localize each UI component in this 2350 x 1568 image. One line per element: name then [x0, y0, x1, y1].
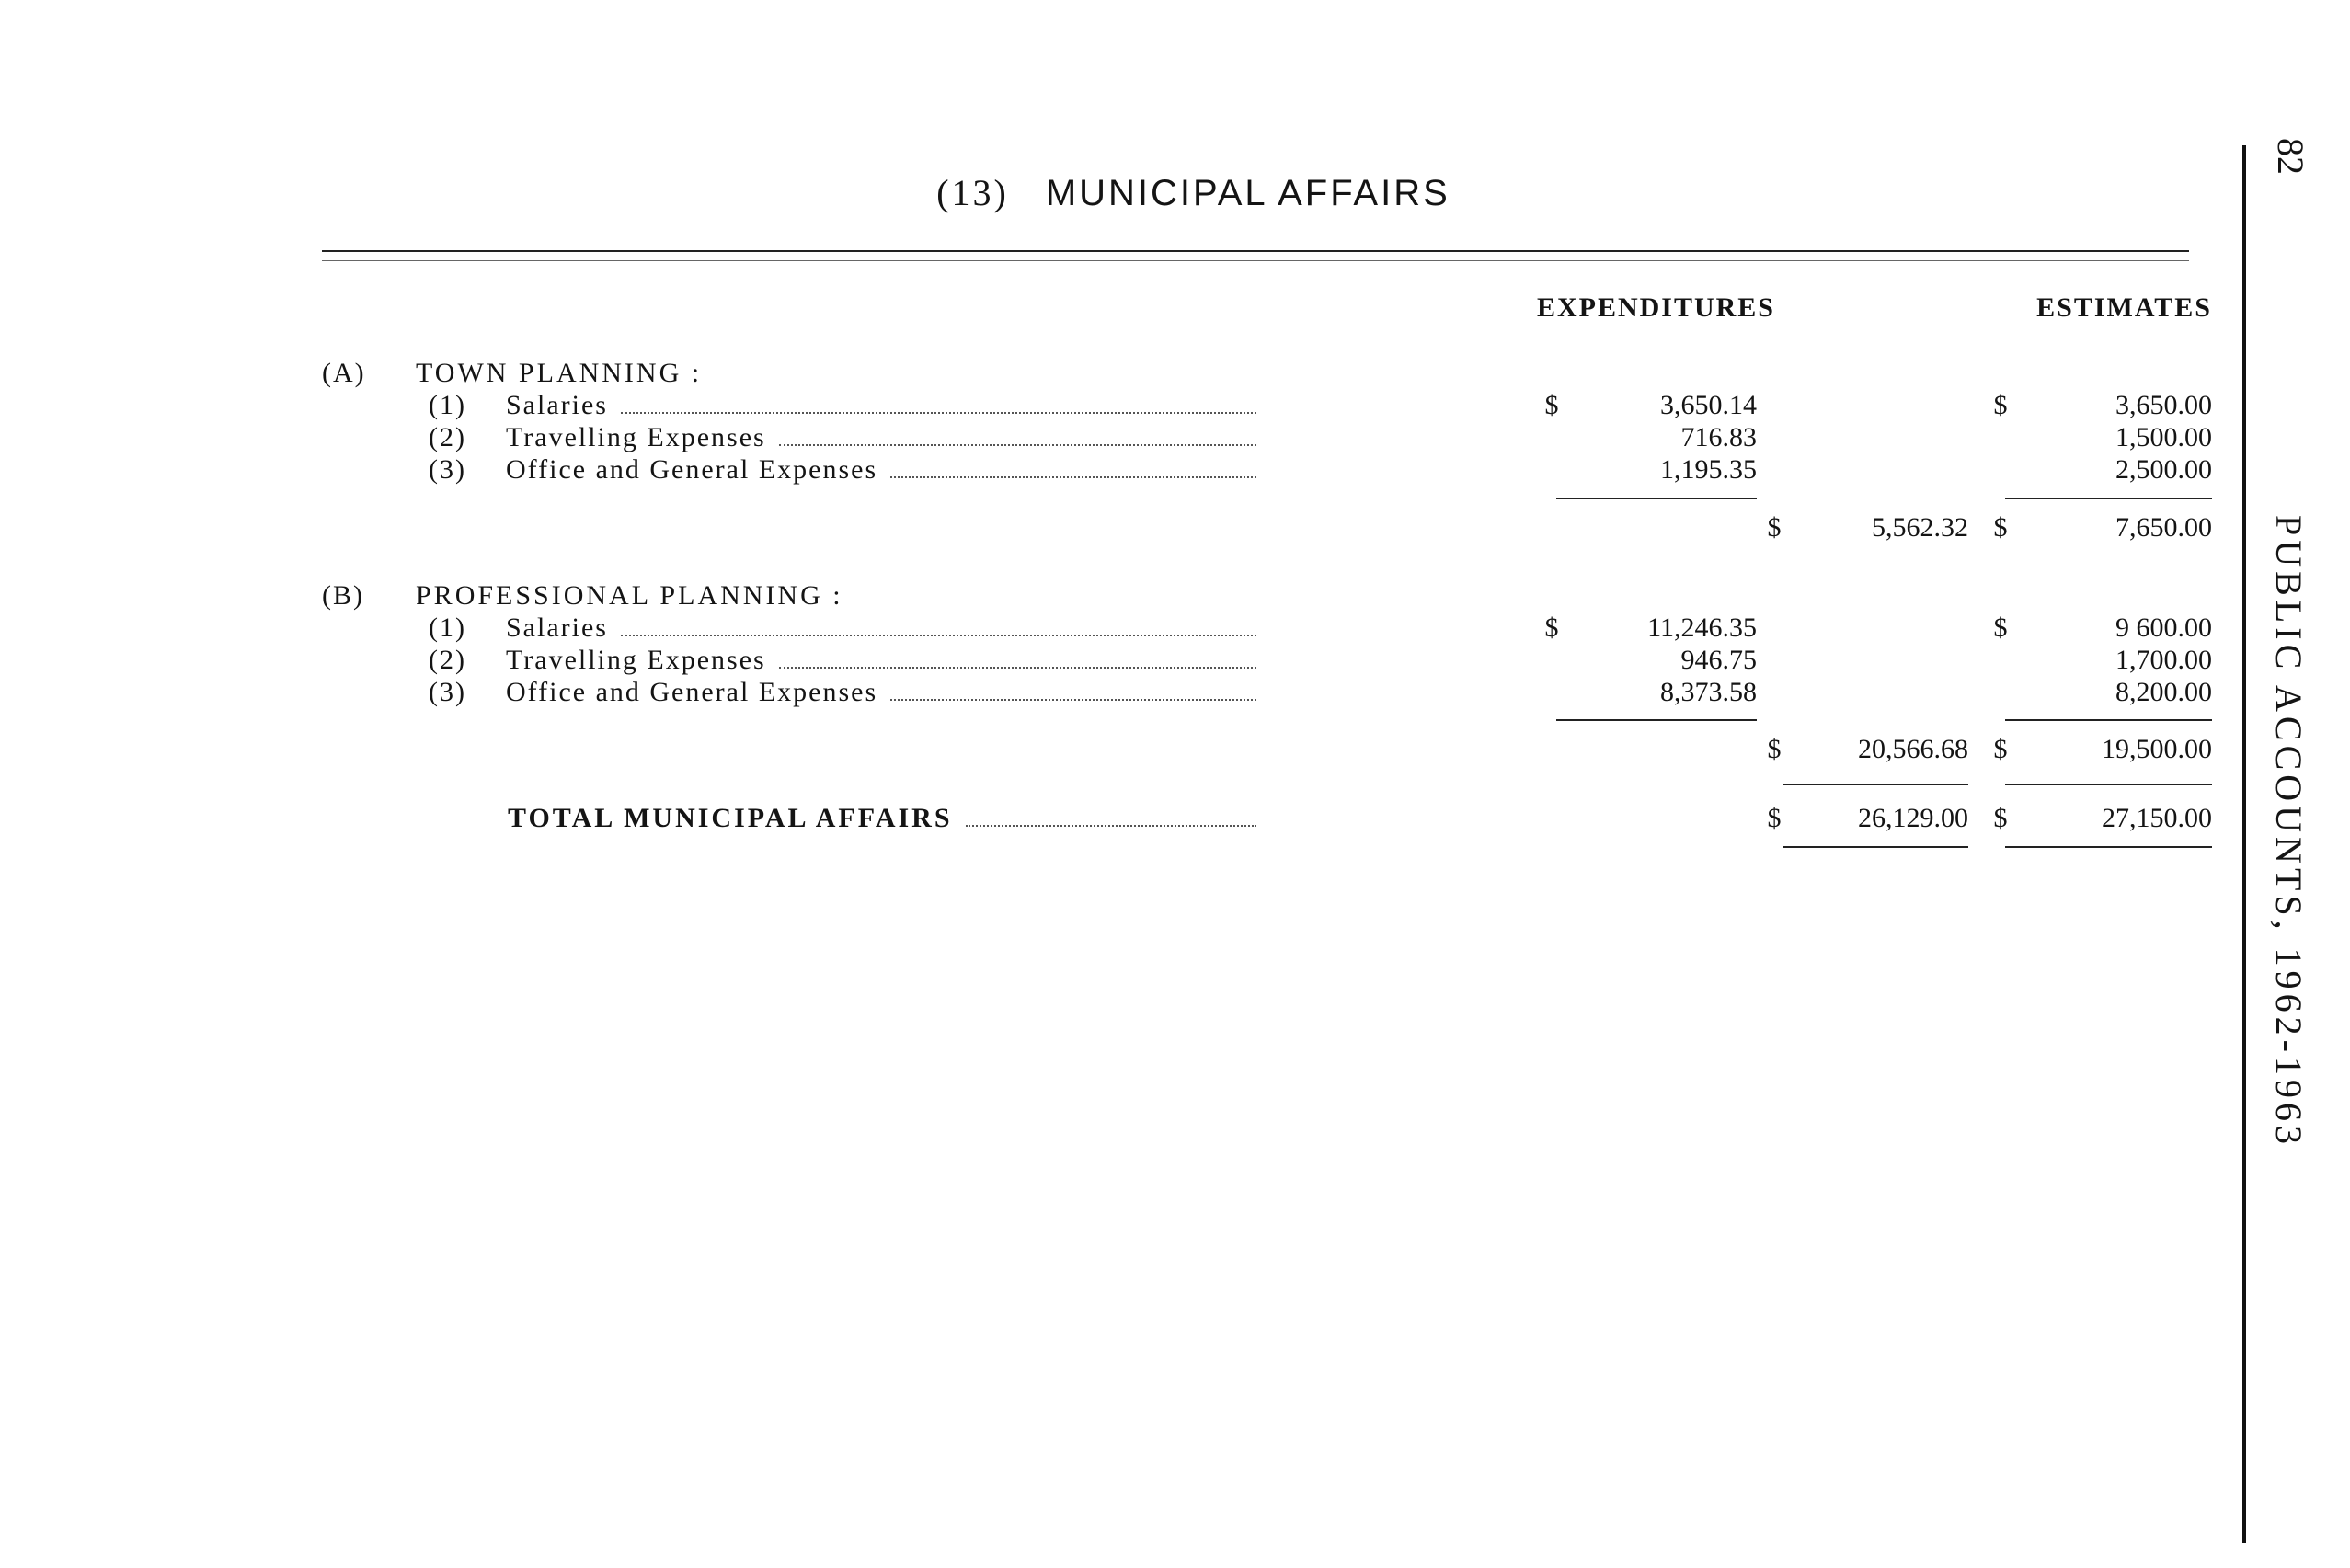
currency-symbol: $ [1767, 734, 1782, 764]
subtotal-expenditure: 20,566.68 [1858, 734, 1968, 764]
item-label: Travelling Expenses [506, 645, 766, 675]
currency-symbol: $ [1767, 803, 1782, 833]
subtotal-estimate: 7,650.00 [2115, 512, 2212, 543]
margin-rule [2242, 145, 2246, 1543]
total-double-rule [2005, 846, 2212, 848]
expenditure-value: 3,650.14 [1660, 390, 1757, 420]
subtotal-rule [2005, 719, 2212, 721]
title-rule-secondary [322, 260, 2189, 261]
line-item [506, 676, 1260, 709]
title-rule [322, 250, 2189, 252]
leader-dots [890, 476, 1256, 478]
subtotal-rule [1556, 719, 1757, 721]
leader-dots [621, 635, 1256, 636]
currency-symbol: $ [1544, 612, 1559, 643]
line-item [506, 389, 1260, 422]
item-label: Salaries [506, 612, 608, 643]
item-label: Office and General Expenses [506, 454, 878, 485]
leader-dots [966, 825, 1256, 827]
subtotal-rule [1556, 498, 1757, 499]
section-letter: (B) [322, 580, 364, 611]
column-header-estimates: ESTIMATES [2036, 292, 2212, 323]
subtotal-estimate: 19,500.00 [2102, 734, 2212, 764]
item-index: (2) [429, 645, 466, 675]
item-index: (1) [429, 612, 466, 643]
item-index: (2) [429, 422, 466, 452]
item-index: (3) [429, 454, 466, 485]
currency-symbol: $ [1767, 512, 1782, 543]
currency-symbol: $ [1993, 803, 2008, 833]
estimate-value: 1,500.00 [2115, 422, 2212, 452]
leader-dots [621, 412, 1256, 414]
total-rule [1783, 784, 1968, 785]
item-label: Travelling Expenses [506, 422, 766, 452]
item-index: (3) [429, 677, 466, 707]
item-label: Salaries [506, 390, 608, 420]
expenditure-value: 716.83 [1680, 422, 1757, 452]
leader-dots [779, 667, 1256, 669]
section-letter: (A) [322, 358, 366, 388]
total-expenditure: 26,129.00 [1858, 803, 1968, 833]
currency-symbol: $ [1993, 612, 2008, 643]
estimate-value: 2,500.00 [2115, 454, 2212, 485]
section-title: MUNICIPAL AFFAIRS [1045, 173, 1450, 213]
expenditure-value: 946.75 [1680, 645, 1757, 675]
currency-symbol: $ [1993, 390, 2008, 420]
expenditure-value: 8,373.58 [1660, 677, 1757, 707]
estimate-value: 8,200.00 [2115, 677, 2212, 707]
subtotal-rule [2005, 498, 2212, 499]
total-double-rule [1783, 846, 1968, 848]
page-title [0, 171, 2350, 214]
total-rule [2005, 784, 2212, 785]
total-label: TOTAL MUNICIPAL AFFAIRS [508, 803, 953, 833]
column-header-expenditures: EXPENDITURES [1536, 292, 1775, 323]
subtotal-expenditure: 5,562.32 [1872, 512, 1968, 543]
estimate-value: 3,650.00 [2115, 390, 2212, 420]
line-item [506, 421, 1260, 454]
estimate-value: 9 600.00 [2115, 612, 2212, 643]
leader-dots [890, 699, 1256, 701]
running-head: PUBLIC ACCOUNTS, 1962-1963 [2268, 515, 2310, 1149]
line-item [506, 453, 1260, 486]
section-title: PROFESSIONAL PLANNING : [416, 580, 843, 611]
section-title: TOWN PLANNING : [416, 358, 703, 388]
section-number: (13) [936, 172, 1009, 213]
estimate-value: 1,700.00 [2115, 645, 2212, 675]
expenditure-value: 11,246.35 [1647, 612, 1757, 643]
total-line [508, 802, 1260, 835]
line-item [506, 644, 1260, 677]
item-index: (1) [429, 390, 466, 420]
page-number: 82 [2270, 138, 2311, 175]
line-item [506, 612, 1260, 645]
item-label: Office and General Expenses [506, 677, 878, 707]
leader-dots [779, 444, 1256, 446]
expenditure-value: 1,195.35 [1660, 454, 1757, 485]
currency-symbol: $ [1544, 390, 1559, 420]
currency-symbol: $ [1993, 512, 2008, 543]
total-estimate: 27,150.00 [2102, 803, 2212, 833]
currency-symbol: $ [1993, 734, 2008, 764]
